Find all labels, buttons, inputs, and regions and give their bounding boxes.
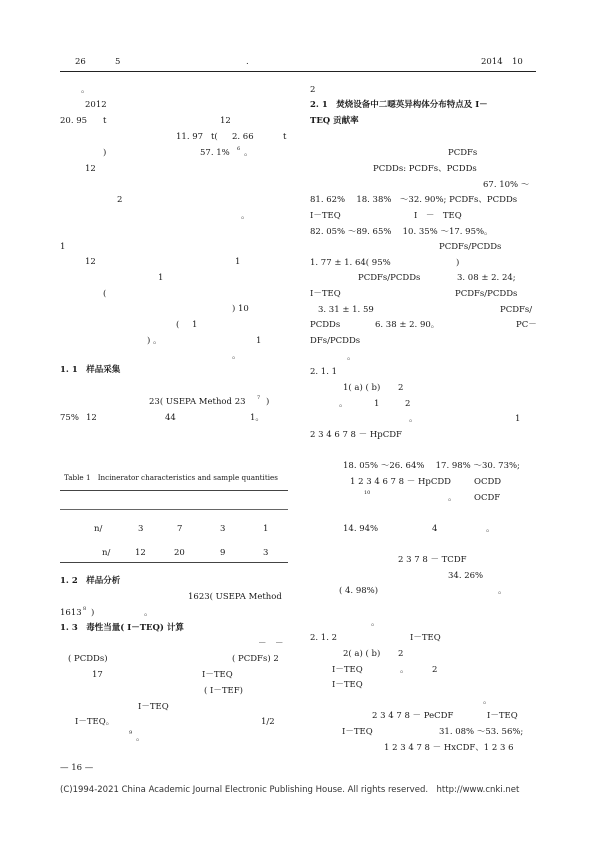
text: ) bbox=[103, 148, 107, 158]
text: 。 bbox=[498, 586, 507, 596]
table-cell: 7 bbox=[177, 524, 183, 534]
text: I－TEQ bbox=[487, 711, 518, 721]
text: I－TEQ bbox=[138, 702, 169, 712]
citation: 7 bbox=[257, 395, 261, 401]
text: 。 bbox=[409, 414, 418, 424]
text: 3. 31 ± 1. 59 bbox=[318, 305, 374, 315]
text: 。 bbox=[486, 524, 495, 534]
section-heading-2-1-cont: TEQ 贡献率 bbox=[310, 116, 359, 126]
text: I－TEQ bbox=[332, 665, 363, 675]
text: 。 bbox=[400, 665, 409, 675]
table-header-rule bbox=[60, 509, 288, 510]
section-heading-1-3: 1. 3 毒性当量( I－TEQ) 计算 bbox=[60, 623, 184, 633]
text: ( 4. 98%) bbox=[339, 586, 379, 596]
text: t bbox=[283, 132, 287, 142]
text: 34. 26% bbox=[448, 571, 484, 581]
text: 2 bbox=[117, 195, 123, 205]
table-cell: 20 bbox=[174, 548, 185, 558]
text: I－TEQ bbox=[410, 633, 441, 643]
text: 12 bbox=[220, 116, 231, 126]
text: 2 bbox=[310, 85, 316, 95]
header-issue: 5 bbox=[115, 57, 121, 67]
text: 2 3 7 8 － TCDF bbox=[398, 555, 467, 565]
text: I－TEQ bbox=[310, 289, 341, 299]
text: 3. 08 ± 2. 24; bbox=[457, 273, 516, 283]
text: t( bbox=[211, 132, 218, 142]
text: 。 bbox=[347, 352, 356, 362]
header-rule bbox=[60, 71, 536, 72]
text: ( bbox=[176, 320, 180, 330]
text: 4 bbox=[432, 524, 438, 534]
citation: 9 bbox=[129, 730, 133, 736]
citation: 8 bbox=[83, 606, 87, 612]
table-cell: 12 bbox=[135, 548, 146, 558]
text: 2 bbox=[398, 383, 404, 393]
citation: 10 bbox=[364, 490, 371, 496]
text: ) bbox=[91, 608, 95, 618]
text: I－TEQ。 bbox=[75, 717, 115, 727]
table-cell: 3 bbox=[138, 524, 144, 534]
text: 81. 62% 18. 38% ～32. 90%; PCDFs、PCDDs bbox=[310, 195, 518, 205]
text: 2 bbox=[405, 399, 411, 409]
citation: 6 bbox=[237, 146, 241, 152]
text: PCDFs/PCDDs bbox=[358, 273, 421, 283]
section-heading-2-1-2: 2. 1. 2 bbox=[310, 633, 338, 643]
text: 1 2 3 4 6 7 8 － HpCDD bbox=[350, 477, 451, 487]
text: I－TEQ bbox=[202, 670, 233, 680]
text: 31. 08% ～53. 56%; bbox=[439, 727, 524, 737]
table-cell: n/ bbox=[102, 548, 111, 558]
table-bottom-rule bbox=[60, 562, 288, 563]
text: t bbox=[103, 116, 107, 126]
table-cell: 3 bbox=[220, 524, 226, 534]
text: 。 bbox=[339, 399, 348, 409]
text: ) bbox=[456, 258, 460, 268]
text: 2 3 4 7 8 － PeCDF bbox=[372, 711, 454, 721]
text: 。 bbox=[144, 608, 153, 618]
text: 44 bbox=[165, 413, 176, 423]
text: 。 bbox=[241, 211, 250, 221]
text: 。 bbox=[136, 733, 145, 743]
text: 。 bbox=[232, 351, 241, 361]
text: 1 bbox=[256, 336, 262, 346]
text: PCDFs/ bbox=[500, 305, 533, 315]
text: PCDFs/PCDDs bbox=[455, 289, 518, 299]
text: 1( a) ( b) bbox=[343, 383, 381, 393]
text: 1623( USEPA Method bbox=[188, 592, 282, 602]
section-heading-1-2: 1. 2 样品分析 bbox=[60, 576, 121, 586]
text: 11. 97 bbox=[176, 132, 204, 142]
text: 1 bbox=[374, 399, 380, 409]
section-heading-2-1-1: 2. 1. 1 bbox=[310, 367, 338, 377]
text: 2 bbox=[432, 665, 438, 675]
text: ( bbox=[103, 289, 107, 299]
text: 2. 66 bbox=[232, 132, 254, 142]
text: I－TEQ bbox=[310, 211, 341, 221]
text: ( I－TEF) bbox=[204, 686, 243, 696]
text: 1 bbox=[515, 414, 521, 424]
text: 1 2 3 4 7 8 － HxCDF、1 2 3 6 bbox=[384, 743, 514, 753]
text: 1/2 bbox=[261, 717, 275, 727]
text: 。 bbox=[483, 696, 492, 706]
table-cell: 1 bbox=[263, 524, 269, 534]
text: PC－ bbox=[516, 320, 537, 330]
table-caption: Table 1 Incinerator characteristics and sample quantities bbox=[64, 473, 278, 482]
text: 6. 38 ± 2. 90。 bbox=[375, 320, 440, 330]
text: OCDD bbox=[474, 477, 502, 487]
text: 1613 bbox=[60, 608, 82, 618]
section-heading-1-1: 1. 1 样品采集 bbox=[60, 365, 121, 375]
text: ( PCDFs) 2 bbox=[232, 654, 279, 664]
table-top-rule bbox=[60, 490, 288, 491]
text: PCDFs/PCDDs bbox=[439, 242, 502, 252]
text: OCDF bbox=[474, 493, 501, 503]
text: 14. 94% bbox=[343, 524, 379, 534]
text: 2 3 4 6 7 8 － HpCDF bbox=[310, 430, 402, 440]
text: ) 10 bbox=[232, 304, 249, 314]
text: 1 bbox=[60, 242, 66, 252]
text: ) 。 bbox=[147, 336, 162, 346]
text: 。 bbox=[448, 493, 457, 503]
text: PCDDs: PCDFs、PCDDs bbox=[373, 164, 477, 174]
table-cell: n/ bbox=[94, 524, 103, 534]
header-volume: 26 bbox=[75, 57, 86, 67]
text: ( PCDDs) bbox=[68, 654, 108, 664]
text: PCDFs bbox=[448, 148, 478, 158]
copyright-footer: (C)1994-2021 China Academic Journal Electronic Publishing House. All rights reserved. http://www.cnki.net bbox=[60, 785, 520, 795]
text: 12 bbox=[85, 257, 96, 267]
text: PCDDs bbox=[310, 320, 341, 330]
text: 57. 1% bbox=[200, 148, 230, 158]
text: 12 bbox=[86, 413, 97, 423]
text: 1 bbox=[235, 257, 241, 267]
text: I － TEQ bbox=[414, 211, 462, 221]
text: 23( USEPA Method 23 bbox=[149, 397, 246, 407]
table-cell: 3 bbox=[263, 548, 269, 558]
text: I－TEQ bbox=[342, 727, 373, 737]
text: 75% bbox=[60, 413, 79, 423]
text: 2 bbox=[398, 649, 404, 659]
page-number: — 16 — bbox=[60, 763, 94, 773]
text: 20. 95 bbox=[60, 116, 88, 126]
header-month: 10 bbox=[512, 57, 523, 67]
text: 。 bbox=[244, 148, 253, 158]
text: DFs/PCDDs bbox=[310, 336, 361, 346]
text: 18. 05% ～26. 64% 17. 98% ～30. 73%; bbox=[343, 461, 520, 471]
text: 2( a) ( b) bbox=[343, 649, 381, 659]
text: － － bbox=[258, 639, 284, 649]
text: 2012 bbox=[85, 100, 107, 110]
section-heading-2-1: 2. 1 焚烧设备中二噁英异构体分布特点及 I－ bbox=[310, 100, 488, 110]
text: 1. 77 ± 1. 64( 95% bbox=[310, 258, 391, 268]
text: 1。 bbox=[250, 413, 264, 423]
table-cell: 9 bbox=[220, 548, 226, 558]
text: ) bbox=[266, 397, 270, 407]
text: 1 bbox=[192, 320, 198, 330]
text: 82. 05% ～89. 65% 10. 35% ～17. 95%。 bbox=[310, 227, 493, 237]
header-year: 2014 bbox=[481, 57, 503, 67]
text: I－TEQ bbox=[332, 680, 363, 690]
text: 17 bbox=[92, 670, 103, 680]
text: 12 bbox=[85, 164, 96, 174]
text: 。 bbox=[81, 85, 90, 95]
text: 1 bbox=[158, 273, 164, 283]
header-journal-dot: . bbox=[246, 57, 249, 67]
text: 67. 10% ～ bbox=[483, 180, 530, 190]
text: 。 bbox=[371, 618, 380, 628]
